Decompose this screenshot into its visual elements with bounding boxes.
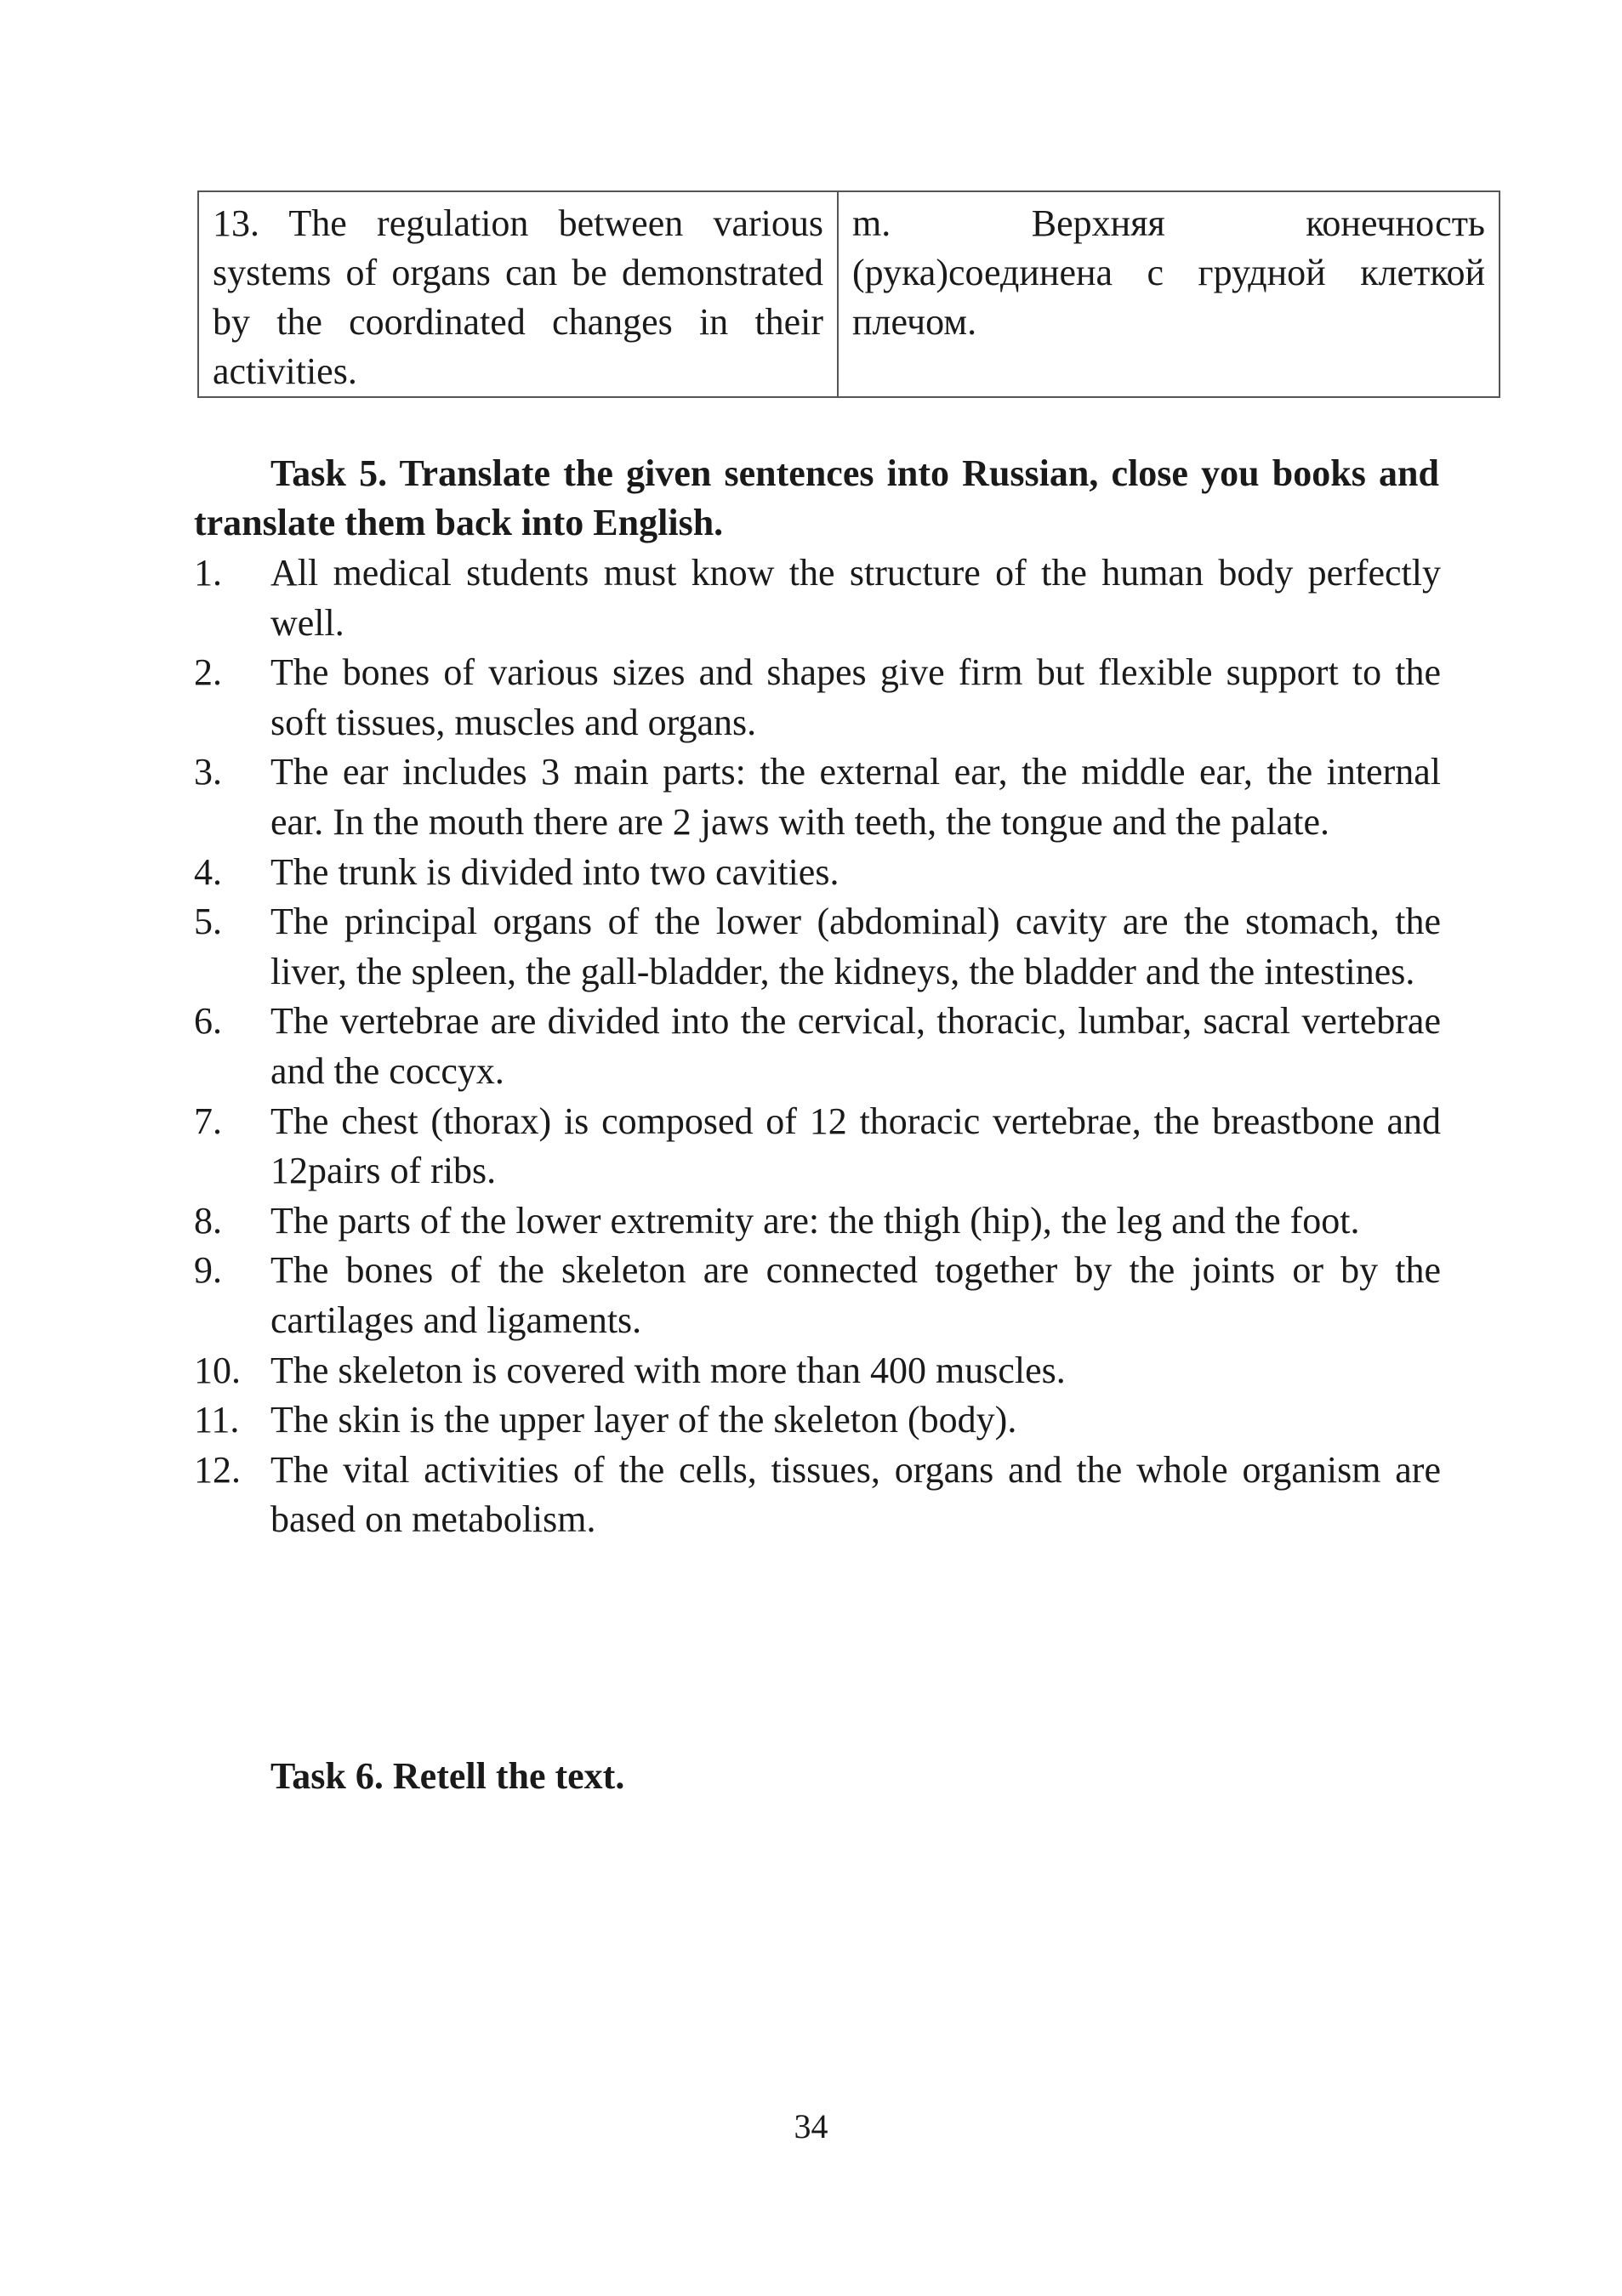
task6-heading: Task 6. Retell the text.	[270, 1755, 625, 1797]
matching-table	[197, 190, 1500, 398]
item-number: 11.	[194, 1399, 240, 1441]
item-text: All medical students must know the structure of the human body perfectly well.	[270, 552, 1441, 644]
item-text: The bones of various sizes and shapes give firm but flexible support to the soft tissues, muscles and organs.	[270, 651, 1441, 743]
item-text: The vital activities of the cells, tissues, organs and the whole organism are based on metabolism.	[270, 1448, 1441, 1541]
page-number: 34	[794, 2107, 828, 2145]
item-text: The trunk is divided into two cavities.	[270, 850, 839, 893]
item-text: The chest (thorax) is composed of 12 thoracic vertebrae, the breastbone and 12pairs of ribs.	[270, 1100, 1441, 1192]
task5-heading: Task 5. Translate the given sentences into Russian, close you books and translate them back into English.	[194, 452, 1439, 543]
item-text: The parts of the lower extremity are: the thigh (hip), the leg and the foot.	[270, 1199, 1360, 1242]
list-item	[194, 1246, 1441, 1345]
item-text: The principal organs of the lower (abdominal) cavity are the stomach, the liver, the spleen, the gall-bladder, the kidneys, the bladder and the intestines.	[270, 901, 1441, 992]
item-number: 2.	[194, 651, 222, 694]
list-item	[194, 747, 1441, 847]
item-number: 4.	[194, 850, 222, 893]
item-number: 10.	[194, 1349, 241, 1391]
item-text: The skeleton is covered with more than 400 muscles.	[270, 1349, 1066, 1391]
list-item	[194, 848, 1441, 898]
item-number: 6.	[194, 1000, 222, 1043]
list-item	[194, 1446, 1441, 1545]
table-cell-english: 13. The regulation between various systems of organs can be demonstrated by the coordinated changes in their activities.	[198, 191, 838, 397]
item-number: 8.	[194, 1199, 222, 1242]
item-text: The ear includes 3 main parts: the external ear, the middle ear, the internal ear. In the mouth there are 2 jaws with teeth, the tongue and the palate.	[270, 751, 1441, 843]
item-text: The vertebrae are divided into the cervical, thoracic, lumbar, sacral vertebrae and the coccyx.	[270, 1000, 1441, 1092]
list-item	[194, 648, 1441, 747]
item-number: 3.	[194, 751, 222, 793]
list-item	[194, 1346, 1441, 1396]
item-number: 12.	[194, 1448, 241, 1491]
item-number: 5.	[194, 901, 222, 943]
list-item	[194, 997, 1441, 1096]
item-number: 1.	[194, 552, 222, 594]
table-row	[198, 191, 1500, 397]
sentence-list	[194, 548, 1441, 1545]
item-text: The skin is the upper layer of the skeleton (body).	[270, 1399, 1017, 1441]
list-item	[194, 897, 1441, 997]
list-item	[194, 1395, 1441, 1446]
item-number: 7.	[194, 1100, 222, 1142]
item-number: 9.	[194, 1249, 222, 1292]
table-cell-russian: m. Верхняя конечность (рука)соединена с грудной клеткой плечом.	[838, 191, 1500, 397]
list-item	[194, 548, 1441, 648]
list-item	[194, 1097, 1441, 1196]
item-text: The bones of the skeleton are connected together by the joints or by the cartilages and ligaments.	[270, 1249, 1441, 1341]
list-item	[194, 1196, 1441, 1247]
